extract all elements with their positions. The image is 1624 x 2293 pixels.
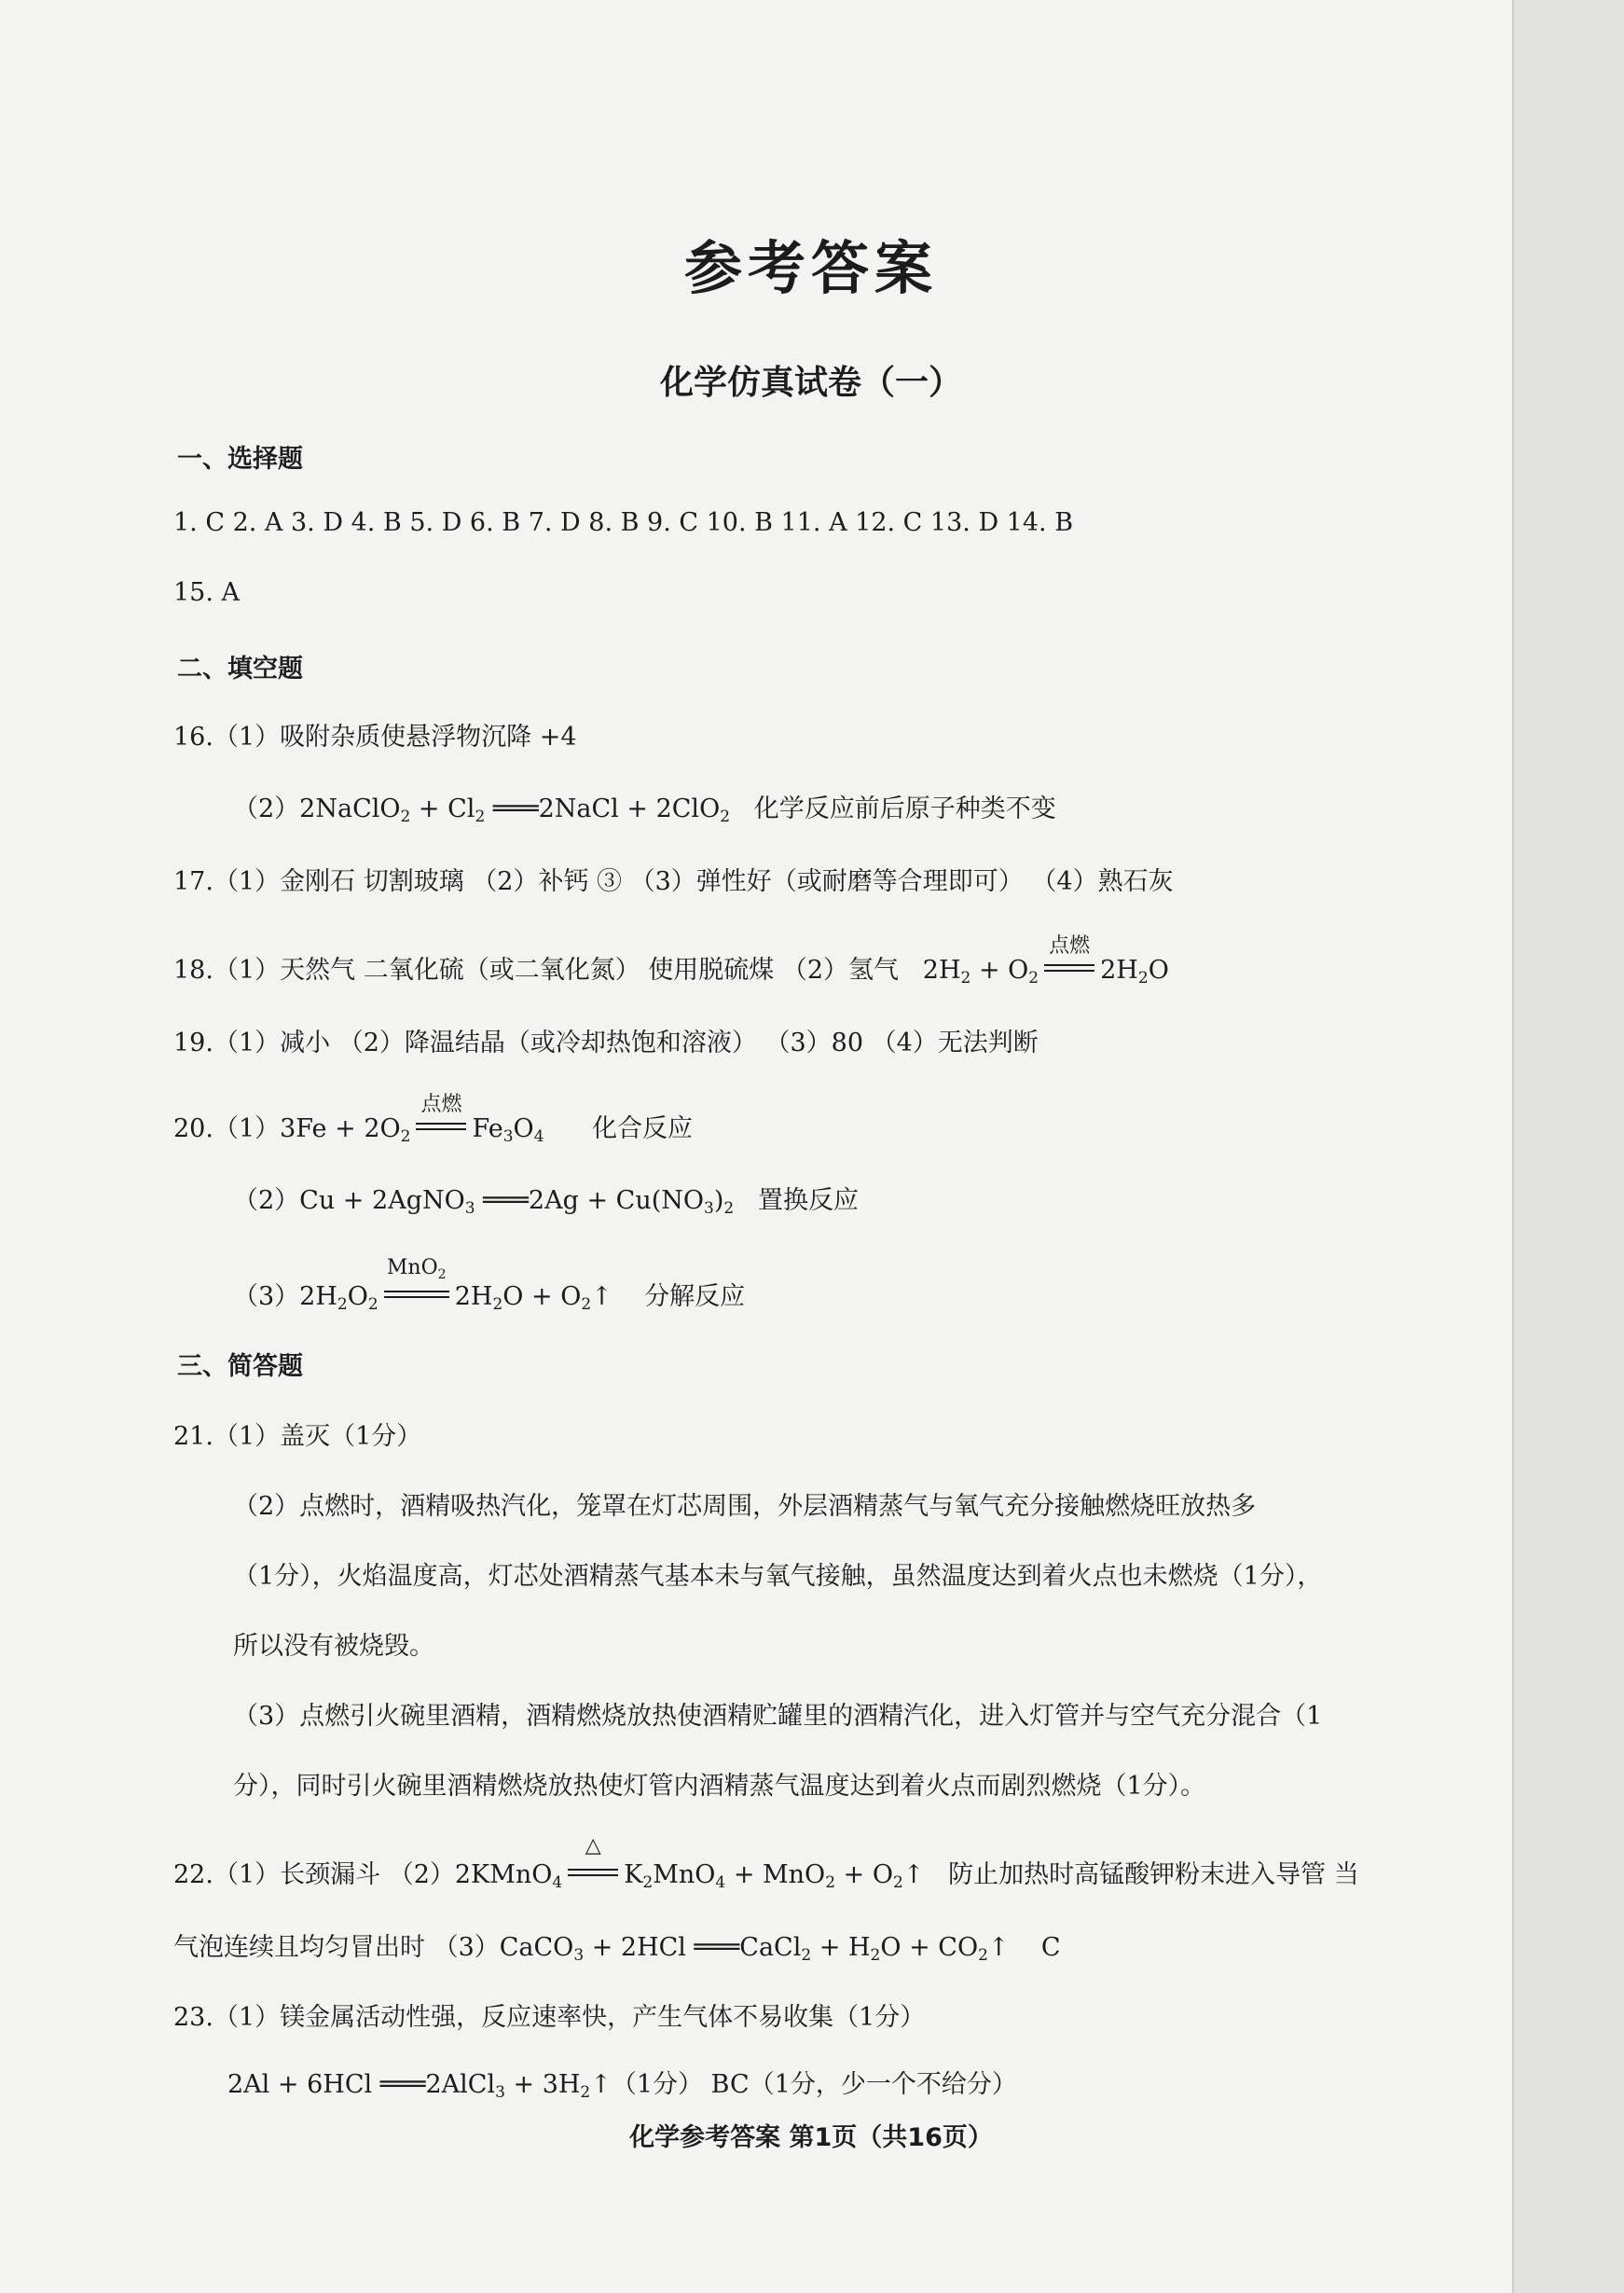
exam-subtitle: 化学仿真试卷（一） <box>659 364 962 402</box>
q21-answer-1: 21.（1）盖灭（1分） <box>173 1422 422 1451</box>
q18-answer: 18.（1）天然气 二氧化硫（或二氧化氮） 使用脱硫煤 （2）氢气 $2H_2 + O_2$ 点燃 $2H_2O$ <box>173 934 1169 988</box>
q16-answer-1: 16.（1）吸附杂质使悬浮物沉降 +4 <box>173 723 577 752</box>
q19-answer: 19.（1）减小 （2）降温结晶（或冷却热饱和溶液） （3）80 （4）无法判断 <box>173 1029 1039 1057</box>
q21-answer-2-line-1: （2）点燃时，酒精吸热汽化，笼罩在灯芯周围，外层酒精蒸气与氧气充分接触燃烧旺放热多 <box>233 1492 1257 1521</box>
q21-answer-3-line-1: （3）点燃引火碗里酒精，酒精燃烧放热使酒精贮罐里的酒精汽化，进入灯管并与空气充分混合（1 <box>233 1702 1323 1731</box>
q23-answer-2: 2Al + 6HCl ═══2AlCl$_3$ + $3H_2↑(1$分） BC（1分，少一个不给分） <box>227 2070 1017 2102</box>
page-footer: 化学参考答案 第1页（共16页） <box>629 2123 993 2152</box>
section-heading-fill: 二、填空题 <box>177 655 303 684</box>
page-title: 参考答案 <box>683 234 938 302</box>
section-heading-short: 三、简答题 <box>177 1352 303 1381</box>
section-heading-choice: 一、选择题 <box>177 445 303 474</box>
q20-answer-1: $20.(1)3Fe + 2O_2$ 点燃 $Fe_3O_4$ 化合反应 <box>173 1093 694 1146</box>
q22-answer-line-1: 22.（1）长颈漏斗 （2）2KMnO$_4$ △ $K_2MnO_4 + MnO_2$ + $O_2↑$ 防止加热时高锰酸钾粉末进入导管 当 <box>173 1834 1359 1892</box>
q21-answer-2-line-3: 所以没有被烧毁。 <box>233 1632 434 1661</box>
q21-answer-3-line-2: 分），同时引火碗里酒精燃烧放热使灯管内酒精蒸气温度达到着火点而剧烈燃烧（1分）。 <box>233 1772 1206 1801</box>
q17-answer: 17.（1）金刚石 切割玻璃 （2）补钙 ③ （3）弹性好（或耐磨等合理即可） （4）熟石灰 <box>173 867 1174 896</box>
q23-answer-1: 23.（1）镁金属活动性强，反应速率快，产生气体不易收集（1分） <box>173 2003 926 2032</box>
choice-answers-line-1: 1. C 2. A 3. D 4. B 5. D 6. B 7. D 8. B 9. C 10. B 11. A 12. C 13. D 14. B <box>173 508 1074 537</box>
q16-answer-2: （2）2NaClO$_2$ + $Cl_2$ ═══2NaCl + 2ClO$_2$ 化学反应前后原子种类不变 <box>233 794 1056 826</box>
q22-answer-line-2: 气泡连续且均匀冒出时 （3）CaCO$_3$ + 2HCl ═══CaCl$_2$ + $H_2O$ + $CO_2↑$ C <box>173 1933 1061 1965</box>
q21-answer-2-line-2: （1分），火焰温度高，灯芯处酒精蒸气基本未与氧气接触，虽然温度达到着火点也未燃烧（1分）， <box>233 1562 1323 1591</box>
q20-answer-2: （2）Cu + 2AgNO$_3$ ═══2Ag + $Cu(NO_3)_2$ 置换反应 <box>233 1186 859 1218</box>
q20-answer-3: $(3)2H_2O_2$ MnO$_2$ $2H_2O$ + $O_2↑$ 分解反应 <box>233 1256 746 1314</box>
choice-answers-line-2: 15. A <box>173 578 241 607</box>
page-edge-strip <box>1512 0 1624 2293</box>
